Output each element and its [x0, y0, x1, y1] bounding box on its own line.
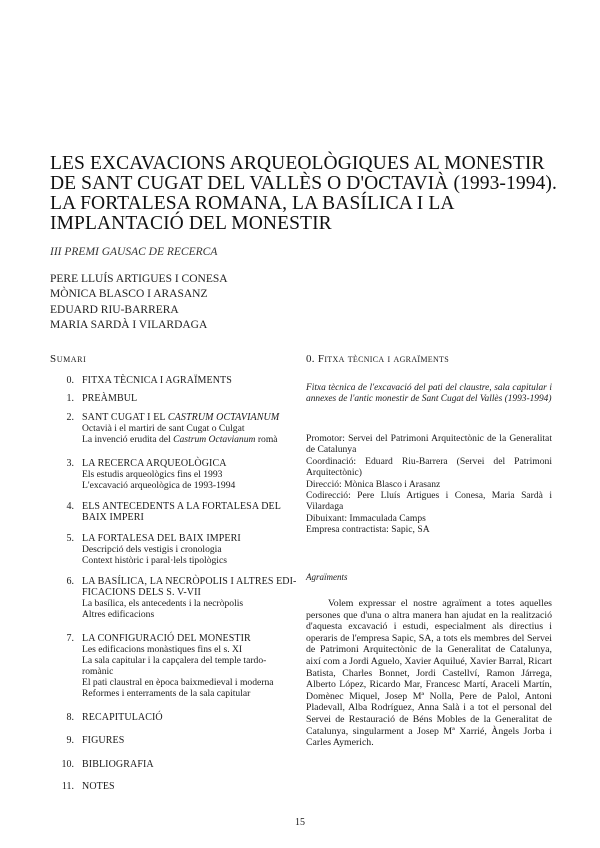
title-line: IMPLANTACIÓ DEL MONESTIR	[50, 213, 332, 234]
toc-subitem: L'excavació arqueològica de 1993-1994	[82, 480, 236, 491]
toc-subitem: El pati claustral en època baixmedieval i moderna	[82, 677, 274, 688]
toc-number: 8.	[66, 712, 74, 723]
toc-title-cont: BAIX IMPERI	[82, 512, 144, 523]
toc-title: LA CONFIGURACIÓ DEL MONESTIR	[82, 633, 251, 644]
toc-title-cont: FICACIONS DELS S. V-VII	[82, 587, 201, 598]
author: PERE LLUÍS ARTIGUES I CONESA	[50, 273, 228, 285]
credit-line: Codirecció: Pere Lluís Artigues i Conesa, Maria Sardà i Vilardaga	[306, 490, 552, 513]
toc-title: ELS ANTECEDENTS A LA FORTALESA DEL	[82, 501, 281, 512]
sumari-heading: Sumari	[50, 353, 87, 365]
credits-list	[306, 433, 552, 536]
toc-subitem: Octavià i el martiri de sant Cugat o Culgat	[82, 423, 245, 434]
toc-title: FIGURES	[82, 735, 125, 746]
toc-number: 10.	[61, 759, 74, 770]
toc-title-italic: CASTRUM OCTAVIANUM	[167, 412, 280, 423]
toc-title-text: SANT CUGAT I EL	[82, 412, 168, 423]
toc-subitem: Context històric i paral·lels tipològics	[82, 555, 227, 566]
article-title	[50, 154, 570, 234]
toc-title: FITXA TÈCNICA I AGRAÏMENTS	[82, 375, 232, 386]
author: MARIA SARDÀ I VILARDAGA	[50, 318, 208, 331]
section-heading	[306, 353, 449, 365]
agraiments-heading: Agraïments	[306, 572, 348, 582]
toc-subitem: Els estudis arqueològics fins el 1993	[82, 469, 223, 480]
toc-title: RECAPITULACIÓ	[82, 712, 163, 723]
toc-number: 9.	[66, 735, 74, 746]
toc-number: 0.	[66, 375, 74, 386]
toc-number: 4.	[66, 501, 74, 512]
toc-title: LA BASÍLICA, LA NECRÒPOLIS I ALTRES EDI-	[82, 576, 297, 587]
toc-sub-text: romà	[255, 434, 278, 445]
toc-subitem	[82, 434, 278, 445]
toc-subitem: Les edificacions monàstiques fins el s. XI	[82, 644, 243, 655]
toc-number: 7.	[66, 633, 74, 644]
author: MÒNICA BLASCO I ARASANZ	[50, 288, 208, 301]
toc-sub-text: La invenció erudita del	[82, 434, 174, 445]
award-subtitle: III PREMI GAUSAC DE RECERCA	[50, 246, 218, 258]
toc-subitem: Reformes i enterraments de la sala capitular	[82, 688, 251, 699]
fitxa-tecnica-caption: Fitxa tècnica de l'excavació del pati del claustre, sala capitular i annexes de l'antic monestir de Sant Cugat del Vallès (1993-1994)	[306, 383, 552, 405]
toc-subitem: Altres edificacions	[82, 609, 155, 620]
author: EDUARD RIU-BARRERA	[50, 303, 179, 316]
toc-number: 3.	[66, 458, 74, 469]
toc-subitem: Descripció dels vestigis i cronologia	[82, 544, 222, 555]
page-number: 15	[295, 817, 305, 828]
toc-sub-italic: Castrum Octavianum	[173, 434, 256, 445]
author-list	[50, 272, 228, 333]
title-line: LA FORTALESA ROMANA, LA BASÍLICA I LA	[50, 193, 455, 214]
toc-number: 11.	[61, 781, 74, 792]
toc-number: 2.	[66, 412, 74, 423]
credit-line: Empresa contractista: Sapic, SA	[306, 524, 430, 536]
credit-line: Promotor: Servei del Patrimoni Arquitectònic de la Generalitat de Catalunya	[306, 433, 552, 456]
toc-title: BIBLIOGRAFIA	[82, 759, 154, 770]
toc-subitem: La basílica, els antecedents i la necròpolis	[82, 598, 244, 609]
toc-title: NOTES	[82, 781, 115, 792]
section-number: 0.	[306, 353, 315, 365]
agraiments-text: Volem expressar el nostre agraïment a totes aquelles persones que d'una o altra manera han ajudat en la realització d'aquesta excavació i estudi, especialment als directius i operaris de l'empresa Sapic, SA, a tots els membres del Servei de Patrimoni Arquitectònic de la Generalitat de Catalunya, així com a Jordi Aguelo, Xavier Aquilué, Xavier Barral, Ricart Batista, Charles Bonnet, Jordi Castellví, Ramon Járrega, Alberto López, Ricardo Mar, Francesc Martí, Araceli Martín, Domènec Miquel, Josep Mª Nolla, Pere de Palol, Antoni Pladevall, Alba Rodríguez, Anna Salà i a tot el personal del Servei de Restauració de Béns Mobles de la Generalitat de Catalunya, singularment a Josep Mª Xarrié, Àngels Jorba i Carles Aymerich.	[306, 598, 552, 749]
toc-title: LA FORTALESA DEL BAIX IMPERI	[82, 533, 241, 544]
toc-title: PREÀMBUL	[82, 393, 138, 404]
toc-title	[82, 412, 279, 423]
toc-subitem: La sala capitular i la capçalera del temple tardo-	[82, 655, 267, 666]
credit-line: Direcció: Mònica Blasco i Arasanz	[306, 478, 441, 490]
toc-number: 5.	[66, 533, 74, 544]
credit-line: Coordinació: Eduard Riu-Barrera (Servei del Patrimoni Arquitectònic)	[306, 455, 552, 479]
title-line: DE SANT CUGAT DEL VALLÈS O D'OCTAVIÀ (1993-1994).	[50, 173, 557, 194]
toc-number: 1.	[66, 393, 74, 404]
toc-number: 6.	[66, 576, 74, 587]
section-title: Fitxa tècnica i agraïments	[317, 353, 449, 365]
credit-line: Dibuixant: Immaculada Camps	[306, 512, 426, 524]
toc-title: LA RECERCA ARQUEOLÒGICA	[82, 458, 227, 469]
toc-subitem: romànic	[82, 666, 114, 677]
title-line: LES EXCAVACIONS ARQUEOLÒGIQUES AL MONESTIR	[50, 153, 545, 174]
